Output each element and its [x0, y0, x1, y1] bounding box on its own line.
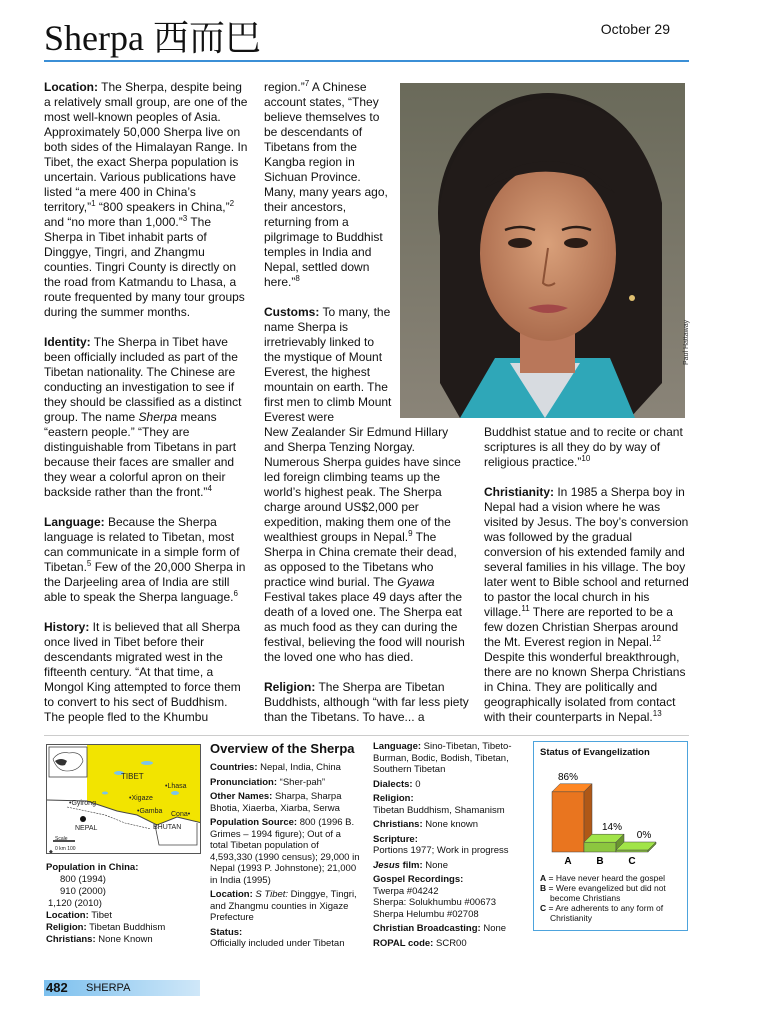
history-continued-paragraph: region.”$^7$ A Chinese account states, “They believe themselves to be descendants of Tibetans from the Kangba region in Sichuan Province. Many, many years ago, their ancestors, returning from a pilgrimage to Buddhist temples in India and Nepal, settled down here.”$^8$ — [264, 79, 388, 289]
history-paragraph: History: It is believed that all Sherpa once lived in Tibet before their descendants migrated west in the fifteenth century. “At that time, a Mongol King attempted to force them to convert to his sect of Buddhism. The people fled to the Khumbu — [44, 620, 241, 724]
population-block: Population in China: 800 (1994) 910 (2000) 1,120 (2010) Location: Tibet Religion: Tibetan Buddhism Christians: None Known — [46, 862, 166, 945]
map-label-tibet: TIBET — [121, 772, 144, 781]
region-map — [46, 744, 201, 854]
religion-paragraph: Religion: The Sherpa are Tibetan Buddhists, although “with far less piety than the Tibetans. To have... a — [264, 680, 469, 724]
customs-paragraph: Customs: To many, the name Sherpa is irretrievably linked to the mystique of Mount Everest, the highest mountain on earth. The first men to climb Mount Everest were — [264, 305, 392, 424]
date-label: October 29 — [600, 21, 670, 37]
header-divider — [44, 60, 689, 62]
footer-people-name: SHERPA — [86, 982, 131, 994]
map-label-gyirong: •Gyirong — [69, 800, 96, 807]
overview-facts-2: Language: Sino-Tibetan, Tibeto-Burman, Bodic, Bodish, Tibetan, Southern Tibetan Dialects: 0 Religion: Tibetan Buddhism, Shamanism Christians: None known Scripture: Portions 1977; Work in progress Jesus film: None Gospel Recordings: Twerpa #04242 Sherpa: Solukhumbu #00673 Sherpa Helumbu #02708 Christian Broadcasting: None ROPAL code: SCR00 — [373, 741, 512, 949]
map-label-nepal: NEPAL — [75, 825, 98, 832]
photo-credit: Paul Hattaway — [683, 319, 690, 365]
page-number: 482 — [46, 980, 68, 995]
evangelization-chart — [533, 741, 688, 931]
religion-continued-paragraph: Buddhist statue and to recite or chant scriptures is all they do by way of religious practice.”$^{10}$ — [484, 425, 683, 469]
map-scale-distance: 0 km 100 — [55, 846, 76, 852]
overview-title: Overview of the Sherpa — [210, 741, 355, 756]
value-label-c: 0% — [636, 830, 652, 841]
article-column-2 — [264, 80, 394, 425]
article-column-2-lower — [264, 425, 469, 725]
overview-divider — [44, 735, 689, 736]
chart-legend — [540, 873, 685, 923]
category-label-b: B — [596, 856, 604, 867]
chart-title: Status of Evangelization — [540, 747, 650, 758]
value-label-a: 86% — [557, 771, 579, 783]
map-label-lhasa: •Lhasa — [165, 783, 187, 790]
chart-plot — [534, 742, 689, 872]
value-label-b: 14% — [601, 822, 623, 834]
article-column-1 — [44, 80, 248, 725]
language-paragraph: Language: Because the Sherpa language is related to Tibetan, most can communicate in a simple form of Tibetan.$^5$ Few of the 20,000 Sherpa in the Darjeeling area of India are still able to speak the Sherpa language.$^6$ — [44, 515, 246, 604]
category-label-c: C — [628, 856, 636, 867]
location-paragraph: Location: The Sherpa, despite being a relatively small group, are one of the most well-known peoples of Asia. Approximately 50,000 Sherpa live on both sides of the Himalayan Range. In Tibet, the exact Sherpa population is uncertain. Various publications have listed “a mere 400 in China’s territory,”$^1$ “800 speakers in China,”$^2$ and “no more than 1,000.”$^3$ The Sherpa in Tibet inhabit parts of Dinggye, Tingri, and Zhangmu counties. Tingri County is directly on the road from Katmandu to Lhasa, a route frequented by many tour groups during the summer months. — [44, 80, 248, 319]
overview-facts: Overview of the Sherpa Countries: Nepal, India, China Pronunciation: “Sher-pah” Other Names: Sharpa, Sharpa Bhotia, Xiaerba, Xiarba, Serwa Population Source: 800 (1996 B. Grimes – 1994 figure); Out of a total Tibetan population of 4,593,330 (1990 census); 29,000 in Nepal (1993 P. Johnstone); 21,000 in India (1995) Location: S Tibet: Dinggye, Tingri, and Zhangmu counties in Xigaze Prefecture Status: Officially included under Tibetan — [210, 741, 360, 949]
map-label-bhutan: BHUTAN — [153, 824, 182, 831]
legend-item-b: B = Were evangelized but did not become Christians — [540, 883, 666, 903]
identity-paragraph: Identity: The Sherpa in Tibet have been officially included as part of the Tibetan nationality. The Chinese are conducting an investigation to see if they should be classified as a distinct group. The name Sherpa means “eastern people.” “They are distinguishable from Tibetans in part because their faces are smaller and they wear a colorful apron on their backside rather than the front.”$^4$ — [44, 335, 242, 499]
customs-continued-paragraph: New Zealander Sir Edmund Hillary and Sherpa Tenzing Norgay. Numerous Sherpa guides have since led foreign climbing teams up the world’s highest peak. The Sherpa charge around US$2,000 per expedition, making them one of the wealthiest groups in Nepal.$^9$ The Sherpa in China cremate their dead, as opposed to the Tibetans who practice wind burial. The Gyawa Festival takes place 49 days after the death of a loved one. The Sherpa eat as much food as they can during the festival, believing the food will nourish the loved one who has died. — [264, 425, 465, 664]
legend-item-a: A = Have never heard the gospel — [540, 873, 665, 883]
map-compass-label: ◆ — [49, 849, 53, 854]
map-label-cona: Cona• — [171, 811, 191, 818]
portrait-photo — [400, 83, 685, 418]
page-title: Sherpa 西而巴 — [44, 18, 261, 58]
map-label-xigaze: •Xigaze — [129, 795, 153, 802]
christianity-paragraph: Christianity: In 1985 a Sherpa boy in Nepal had a vision where he was visited by Jesus. The boy’s conversion was followed by the gradual conversion of his extended family and several families in his village. The boy later went to Bible school and returned to pastor the local church in his village.$^{11}$ There are reported to be a few dozen Christian Sherpas around the Mt. Everest region in Nepal.$^{12}$ Despite this wonderful breakthrough, there are no known Sherpa Christians in China. They are politically and geographically isolated from contact with their counterparts in Nepal.$^{13}$ — [484, 485, 689, 724]
category-label-a: A — [564, 856, 572, 867]
article-column-3 — [484, 425, 689, 725]
map-label-gamba: •Gamba — [137, 808, 163, 815]
map-scale-label: Scale — [55, 836, 68, 842]
legend-item-c: C = Are adherents to any form of Christianity — [540, 903, 664, 923]
